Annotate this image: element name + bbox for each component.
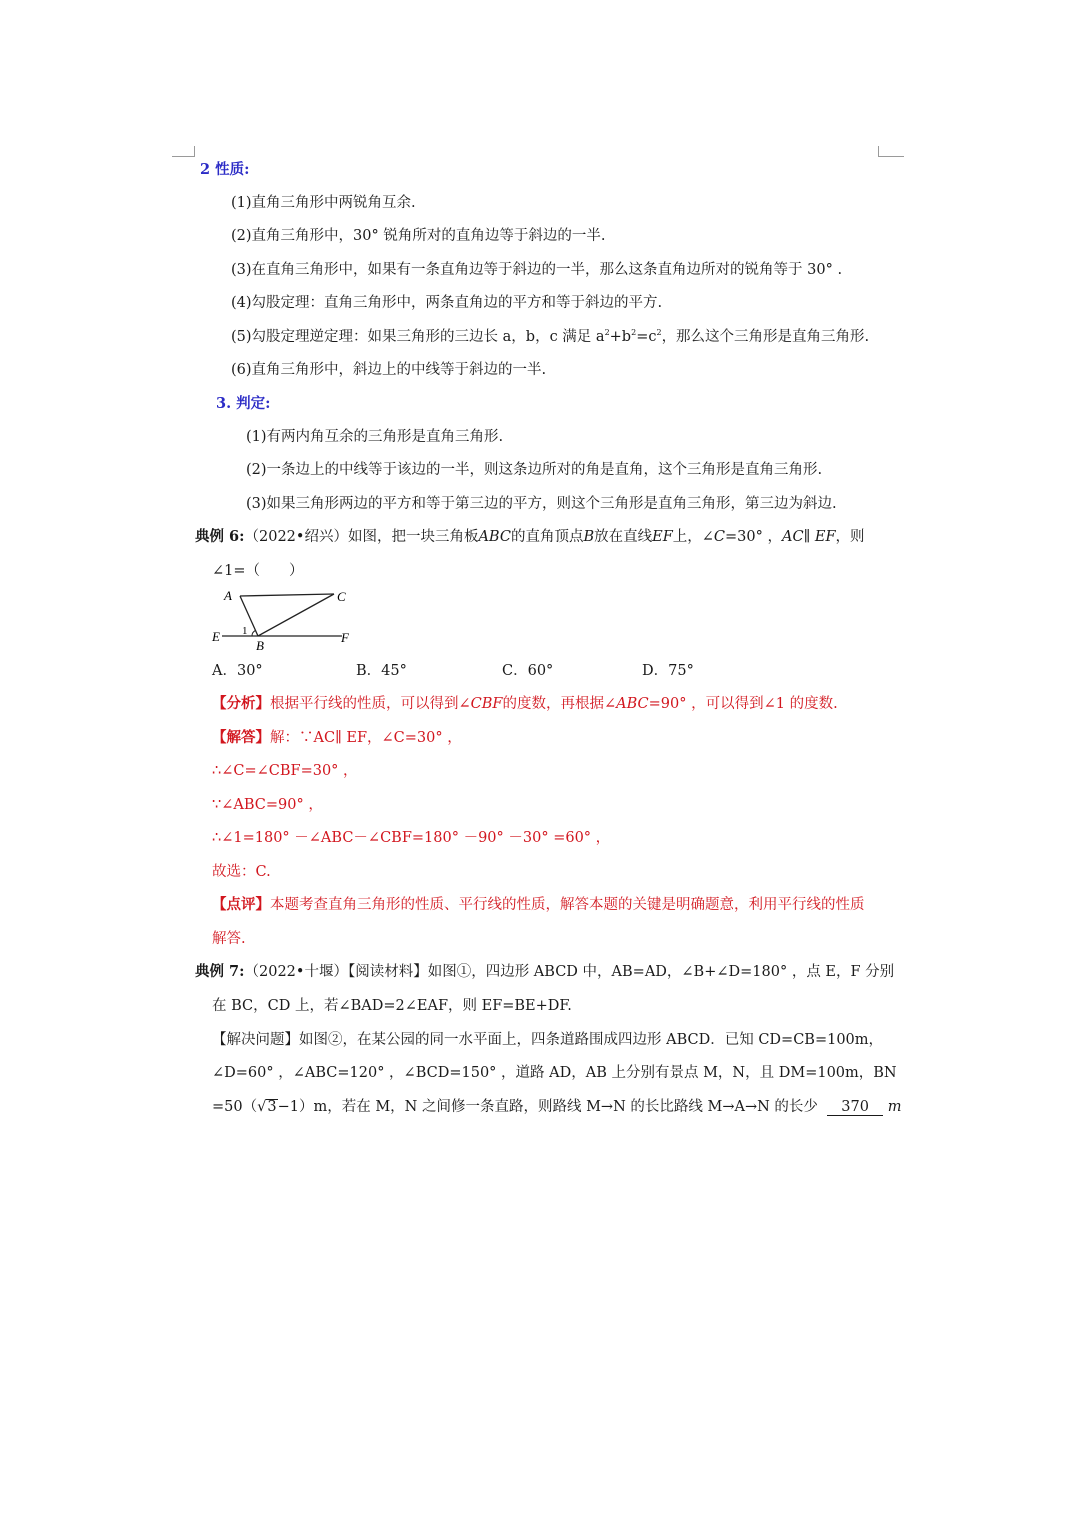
property-item-3: (3)在直角三角形中，如果有一条直角边等于斜边的一半，那么这条直角边所对的锐角等于 30° . [231,262,843,278]
property-item-1: (1)直角三角形中两锐角互余. [231,195,416,211]
text-segment: 放在直线 [594,529,653,545]
text-segment: −1）m，若在 M，N 之间修一条直路，则路线 M→N 的长比路线 M→A→N 的长少 [277,1099,818,1115]
analysis-tag: 【分析】 [212,695,270,712]
example-7-line-1 [195,962,894,982]
term-cbf: CBF [470,696,503,712]
label-c: C [337,589,346,604]
answer-line-2: ∴∠C=∠CBF=30° ， [212,763,358,779]
choice-b: B．45° [356,663,407,679]
criterion-item-1: (1)有两内角互余的三角形是直角三角形. [246,429,504,445]
example-6-source: （2022•绍兴）如图，把一块三角板 [244,529,479,545]
label-angle-1: 1 [242,625,248,637]
text-segment: 上，∠ [672,529,714,545]
text-segment: 的直角顶点 [510,529,584,545]
property-item-5-post: ，那么这个三角形是直角三角形. [661,329,870,345]
label-a: A [224,588,232,603]
text-segment: ，则 [835,529,865,545]
criterion-item-3: (3)如果三角形两边的平方和等于第三边的平方，则这个三角形是直角三角形，第三边为斜边. [246,496,837,512]
example-6-question [195,527,865,547]
text-segment: =90° ，可以得到∠1 的度数. [648,696,838,712]
answer-blank: 370 [827,1099,883,1116]
answer-line-3: ∵∠ABC=90° ， [212,797,323,813]
property-item-6: (6)直角三角形中，斜边上的中线等于斜边的一半. [231,362,547,378]
line-bc [258,594,334,636]
page-corner-mark-right [878,146,904,157]
term-b: B [583,529,595,545]
term-abc: ABC [616,696,649,712]
angle-1-arc [252,631,256,637]
answer-text-1: 解：∵AC∥ EF，∠C=30° ， [270,730,462,746]
answer-line-4: ∴∠1=180° －∠ABC－∠CBF=180° －90° －30° =60° ， [212,830,611,846]
exponent-a: 2 [604,328,610,338]
property-item-2: (2)直角三角形中，30° 锐角所对的直角边等于斜边的一半. [231,228,606,244]
choice-a: A．30° [212,663,263,679]
example-6-label: 典例 6: [195,528,245,545]
text-segment: 的度数，再根据∠ [502,696,617,712]
label-b: B [256,638,264,653]
term-ac-parallel-ef: AC∥ EF [782,529,836,545]
analysis-line [212,694,838,714]
property-item-5-pre: (5)勾股定理逆定理：如果三角形的三边长 a，b，c 满足 a [231,329,605,345]
spacer [818,1099,827,1115]
comment-tag: 【点评】 [212,896,270,913]
criterion-item-2: (2)一条边上的中线等于该边的一半，则这条边所对的角是直角，这个三角形是直角三角形. [246,462,823,478]
text-segment: =30° ， [725,529,782,545]
property-item-5-eq: =c [636,329,657,345]
answer-line-1 [212,728,462,748]
triangle-figure [206,584,366,654]
answer-tag: 【解答】 [212,729,270,746]
example-7-line-2: 在 BC，CD 上，若∠BAD=2∠EAF，则 EF=BE+DF. [212,998,572,1014]
text-segment: 根据平行线的性质，可以得到∠ [270,696,471,712]
choice-c: C．60° [502,663,554,679]
line-ac [240,594,334,596]
property-item-5 [231,327,869,347]
comment-text-1: 本题考查直角三角形的性质、平行线的性质，解答本题的关键是明确题意，利用平行线的性质 [270,897,865,913]
property-item-4: (4)勾股定理：直角三角形中，两条直角边的平方和等于斜边的平方. [231,295,663,311]
comment-line-1 [212,895,865,915]
example-6-question-line-2: ∠1=（ ） [212,563,304,579]
property-item-5-plus: +b [609,329,632,345]
example-7-line-3: 【解决问题】如图②，在某公园的同一水平面上，四条道路围成四边形 ABCD．已知 CD=CB=100m， [212,1032,884,1048]
term-c: C [713,529,726,545]
sqrt-radicand: 3 [267,1099,277,1115]
page-corner-mark-left [172,146,195,157]
term-abc: ABC [478,529,511,545]
comment-line-2: 解答. [212,931,246,947]
exponent-b: 2 [631,328,637,338]
label-e: E [212,629,220,644]
section-2-heading: 2 性质: [200,161,250,178]
text-segment: =50（ [212,1099,258,1115]
exponent-c: 2 [656,328,662,338]
example-7-text-1: （2022•十堰）【阅读材料】如图①，四边形 ABCD 中，AB=AD，∠B+∠D=180° ，点 E，F 分别 [244,964,895,980]
term-ef: EF [652,529,673,545]
section-3-heading: 3. 判定: [216,395,271,412]
choice-d: D．75° [642,663,694,679]
example-7-label: 典例 7: [195,963,245,980]
unit-m: m [887,1099,902,1115]
answer-line-5: 故选：C. [212,864,271,880]
label-f: F [341,630,349,645]
example-7-line-4: ∠D=60° ，∠ABC=120° ，∠BCD=150° ，道路 AD，AB 上分别有景点 M，N，且 DM=100m，BN [212,1065,897,1081]
sqrt-sign: √ [257,1099,267,1115]
example-7-line-5 [212,1097,901,1117]
